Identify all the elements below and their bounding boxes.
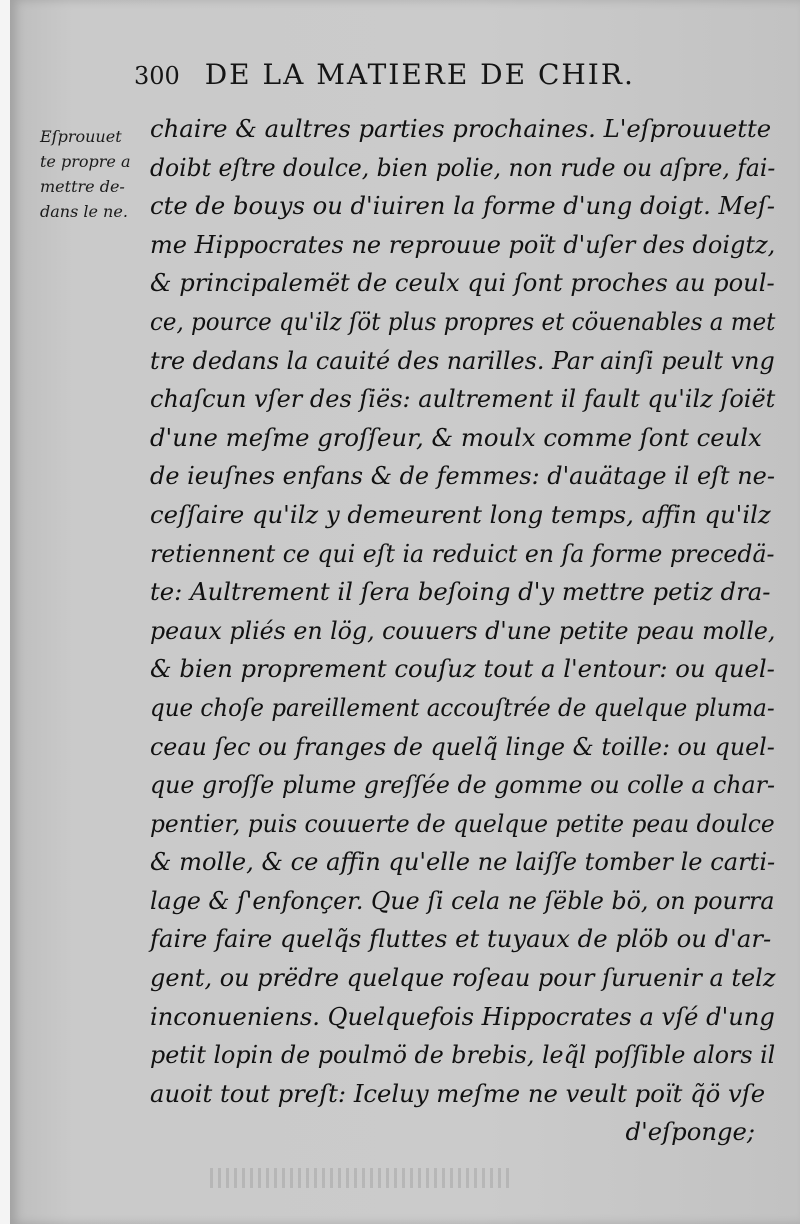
margin-note	[40, 124, 140, 224]
text-line: peaux pliés en lög, couuers d'une petite peau molle,	[150, 615, 776, 645]
text-line: ceau ſec ou franges de quelq̃ linge & toille: ou quel-	[150, 731, 775, 761]
margin-note-line: dans le ne.	[40, 202, 128, 221]
running-title: DE LA MATIERE DE CHIR.	[204, 58, 635, 91]
text-line: inconueniens. Quelquefois Hippocrates a vſé d'ung	[150, 1001, 775, 1031]
text-line: & bien proprement couſuz tout a l'entour: ou quel-	[150, 654, 775, 684]
page-number: 300	[134, 62, 180, 90]
text-line: d'une meſme groſſeur, & moulx comme ſont ceulx	[150, 422, 762, 452]
text-line: & principalemët de ceulx qui ſont proches au poul-	[150, 268, 775, 298]
text-line: de ieuſnes enfans & de femmes: d'auätage il eſt ne-	[150, 461, 775, 491]
margin-note-line: Eſprouuet	[40, 127, 122, 146]
running-header	[134, 58, 764, 91]
text-line: chaire & aultres parties prochaines. L'eſprouuette	[150, 114, 772, 143]
text-line: & molle, & ce affin qu'elle ne laiſſe tomber le carti-	[150, 847, 776, 877]
text-line: tre dedans la cauité des narilles. Par ainſi peult vng	[150, 345, 775, 375]
text-line: ceſſaire qu'ilz y demeurent long temps, affin qu'ilz	[150, 499, 771, 529]
text-line: doibt eſtre doulce, bien polie, non rude ou aſpre, fai-	[150, 152, 776, 182]
text-line: te: Aultrement il ſera beſoing d'y mettre petiz dra-	[150, 577, 771, 607]
bleed-through-texture	[210, 1168, 510, 1188]
text-line: gent, ou prëdre quelque roſeau pour ſuruenir a telz	[150, 963, 776, 993]
text-line: ce, pource qu'ilz ſöt plus propres et cöuenables a met	[150, 306, 776, 336]
main-text-block	[150, 110, 780, 1152]
text-line: faire faire quelq̃s fluttes et tuyaux de plöb ou d'ar-	[150, 924, 772, 954]
text-line: que groſſe plume greſſée de gomme ou colle a char-	[150, 770, 776, 800]
margin-note-line: mettre de-	[40, 177, 125, 196]
text-line: petit lopin de poulmö de brebis, leq̃l poſſible alors il	[150, 1040, 776, 1070]
text-line: retiennent ce qui eſt ia reduict en ſa forme precedä-	[150, 538, 775, 568]
text-line: me Hippocrates ne reprouue poït d'uſer des doigtz,	[150, 229, 776, 259]
margin-note-line: te propre a	[40, 152, 131, 171]
text-line: lage & ſ'enfonçer. Que ſi cela ne ſëble bö, on pourra	[150, 885, 775, 915]
text-line: chaſcun vſer des ſiës: aultrement il fault qu'ilz ſoiët	[150, 384, 776, 414]
catchword: d'eſponge;	[625, 1117, 756, 1147]
text-line: auoit tout preſt: Iceluy meſme ne veult poït q̃ö vſe	[150, 1078, 766, 1108]
book-page	[10, 0, 800, 1224]
text-line: que choſe pareillement accouſtrée de quelque pluma-	[150, 692, 775, 722]
page-edge	[0, 0, 10, 1224]
text-line: cte de bouys ou d'iuiren la forme d'ung doigt. Meſ-	[150, 191, 775, 221]
text-line: pentier, puis couuerte de quelque petite peau doulce	[150, 808, 775, 838]
